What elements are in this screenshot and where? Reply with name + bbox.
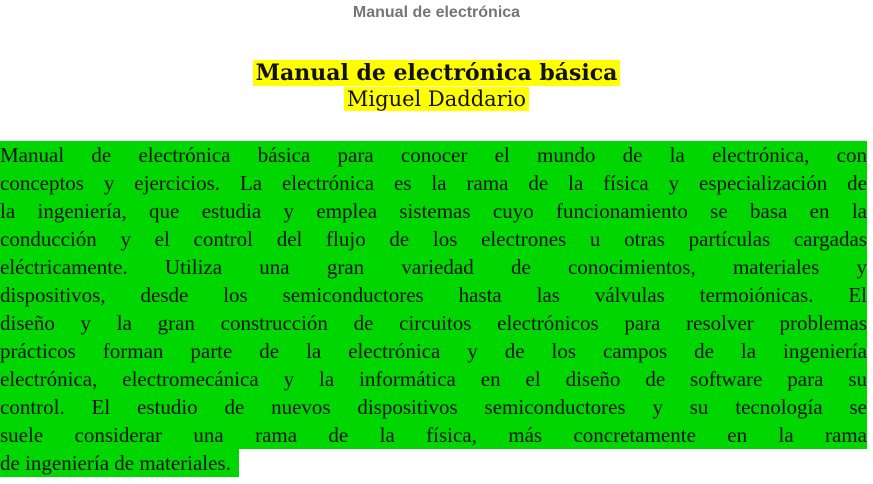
paragraph-line: dispositivos, desde los semiconductores hasta las válvulas termoiónicas. El [0,283,867,307]
paragraph-line: prácticos forman parte de la electrónica y de los campos de la ingeniería [0,339,867,363]
paragraph-line: Manual de electrónica básica para conocer el mundo de la electrónica, con [0,143,867,167]
document-author [0,87,873,112]
paragraph-line: control. El estudio de nuevos dispositivos semiconductores y su tecnología se [0,395,867,419]
paragraph-line: conceptos y ejercicios. La electrónica es la rama de la física y especialización de [0,171,867,195]
paragraph-line: eléctricamente. Utiliza una gran variedad de conocimientos, materiales y [0,255,867,279]
title-block [0,59,873,112]
paragraph-line: electrónica, electromecánica y la informática en el diseño de software para su [0,367,867,391]
paragraph-line: suele considerar una rama de la física, más concretamente en la rama [0,423,867,447]
running-header-title: Manual de electrónica [352,4,521,21]
paragraph-line: diseño y la gran construcción de circuitos electrónicos para resolver problemas [0,311,867,335]
paragraph-line: la ingeniería, que estudia y emplea sistemas cuyo funcionamiento se basa en la [0,199,867,223]
document-title [0,59,873,87]
document-paragraph [0,141,867,477]
document-title-highlight: Manual de electrónica básica [253,60,621,86]
paragraph-line: de ingeniería de materiales. [0,449,239,477]
document-author-highlight: Miguel Daddario [344,87,529,111]
paragraph-line: conducción y el control del flujo de los electrones u otras partículas cargadas [0,227,867,251]
page-header [0,0,873,23]
